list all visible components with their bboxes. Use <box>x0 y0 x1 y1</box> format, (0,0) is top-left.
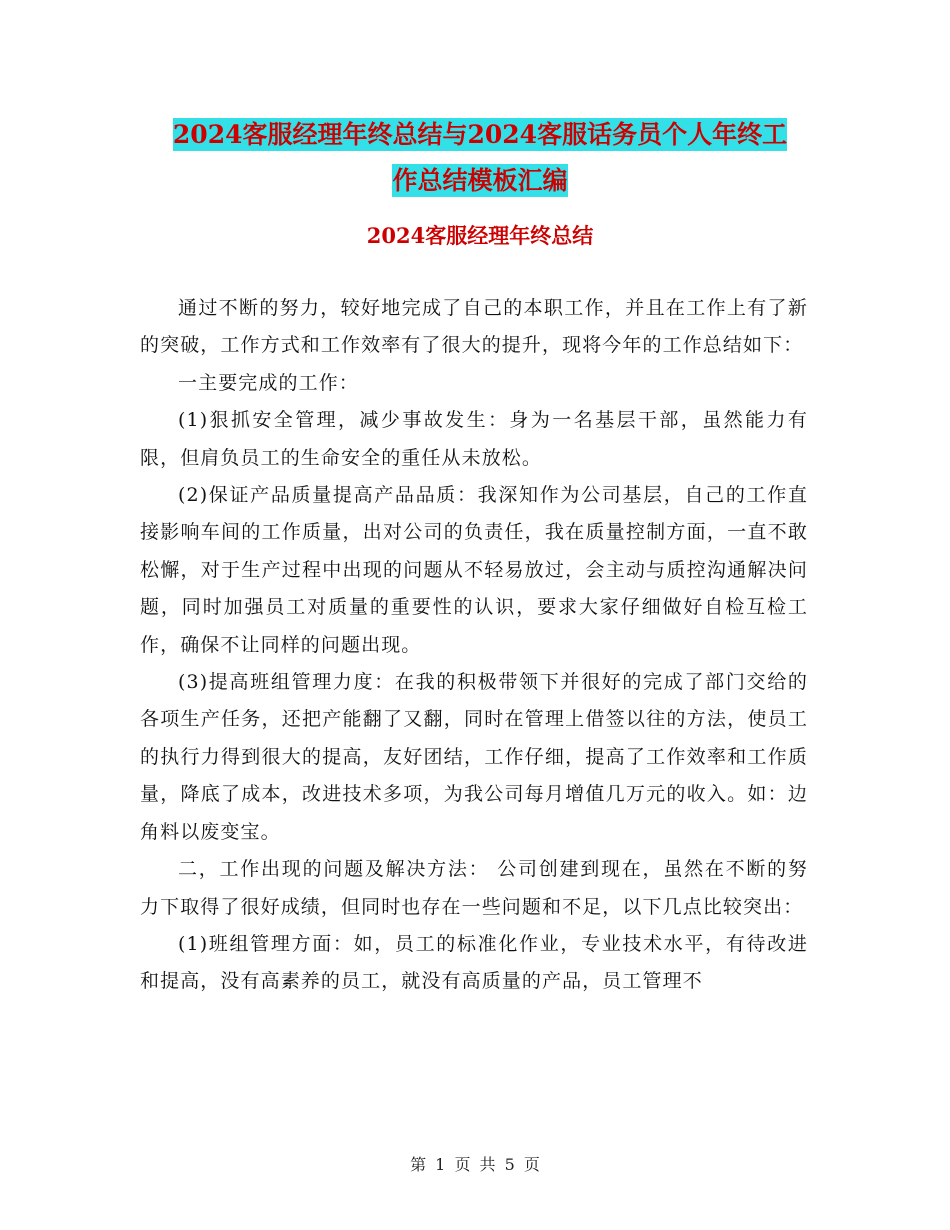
document-title-line-2: 作总结模板汇编 <box>392 166 568 195</box>
page-number-footer: 第 1 页 共 5 页 <box>410 1155 540 1174</box>
document-title <box>140 112 820 204</box>
paragraph: (1)班组管理方面：如，员工的标准化作业，专业技术水平，有待改进和提高，没有高素养的员工，就没有高质量的产品，员工管理不 <box>140 932 808 993</box>
paragraph: (2)保证产品质量提高产品品质：我深知作为公司基层，自己的工作直接影响车间的工作质量，出对公司的负责任，我在质量控制方面，一直不敢松懈，对于生产过程中出现的问题从不轻易放过，会主动与质控沟通解决问题，同时加强员工对质量的重要性的认识，要求大家仔细做好自检互检工作，确保不让同样的问题出现。 <box>140 484 808 656</box>
section-title: 2024客服经理年终总结 <box>366 223 594 248</box>
document-title-line-1: 2024客服经理年终总结与2024客服话务员个人年终工 <box>172 120 788 149</box>
document-body <box>140 290 808 1001</box>
paragraph: 二，工作出现的问题及解决方法： 公司创建到现在，虽然在不断的努力下取得了很好成绩，但同时也存在一些问题和不足，以下几点比较突出： <box>140 858 808 918</box>
paragraph: 一主要完成的工作： <box>178 371 359 394</box>
paragraph: (1)狠抓安全管理，减少事故发生：身为一名基层干部，虽然能力有限，但肩负员工的生命安全的重任从未放松。 <box>140 409 808 469</box>
paragraph: (3)提高班组管理力度：在我的积极带领下并很好的完成了部门交给的各项生产任务，还把产能翻了又翻，同时在管理上借签以往的方法，使员工的执行力得到很大的提高，友好团结，工作仔细，提高了工作效率和工作质量，降底了成本，改进技术多项，为我公司每月增值几万元的收入。如：边角料以废变宝。 <box>140 671 808 843</box>
paragraph: 通过不断的努力，较好地完成了自己的本职工作，并且在工作上有了新的突破，工作方式和工作效率有了很大的提升，现将今年的工作总结如下： <box>140 297 808 357</box>
